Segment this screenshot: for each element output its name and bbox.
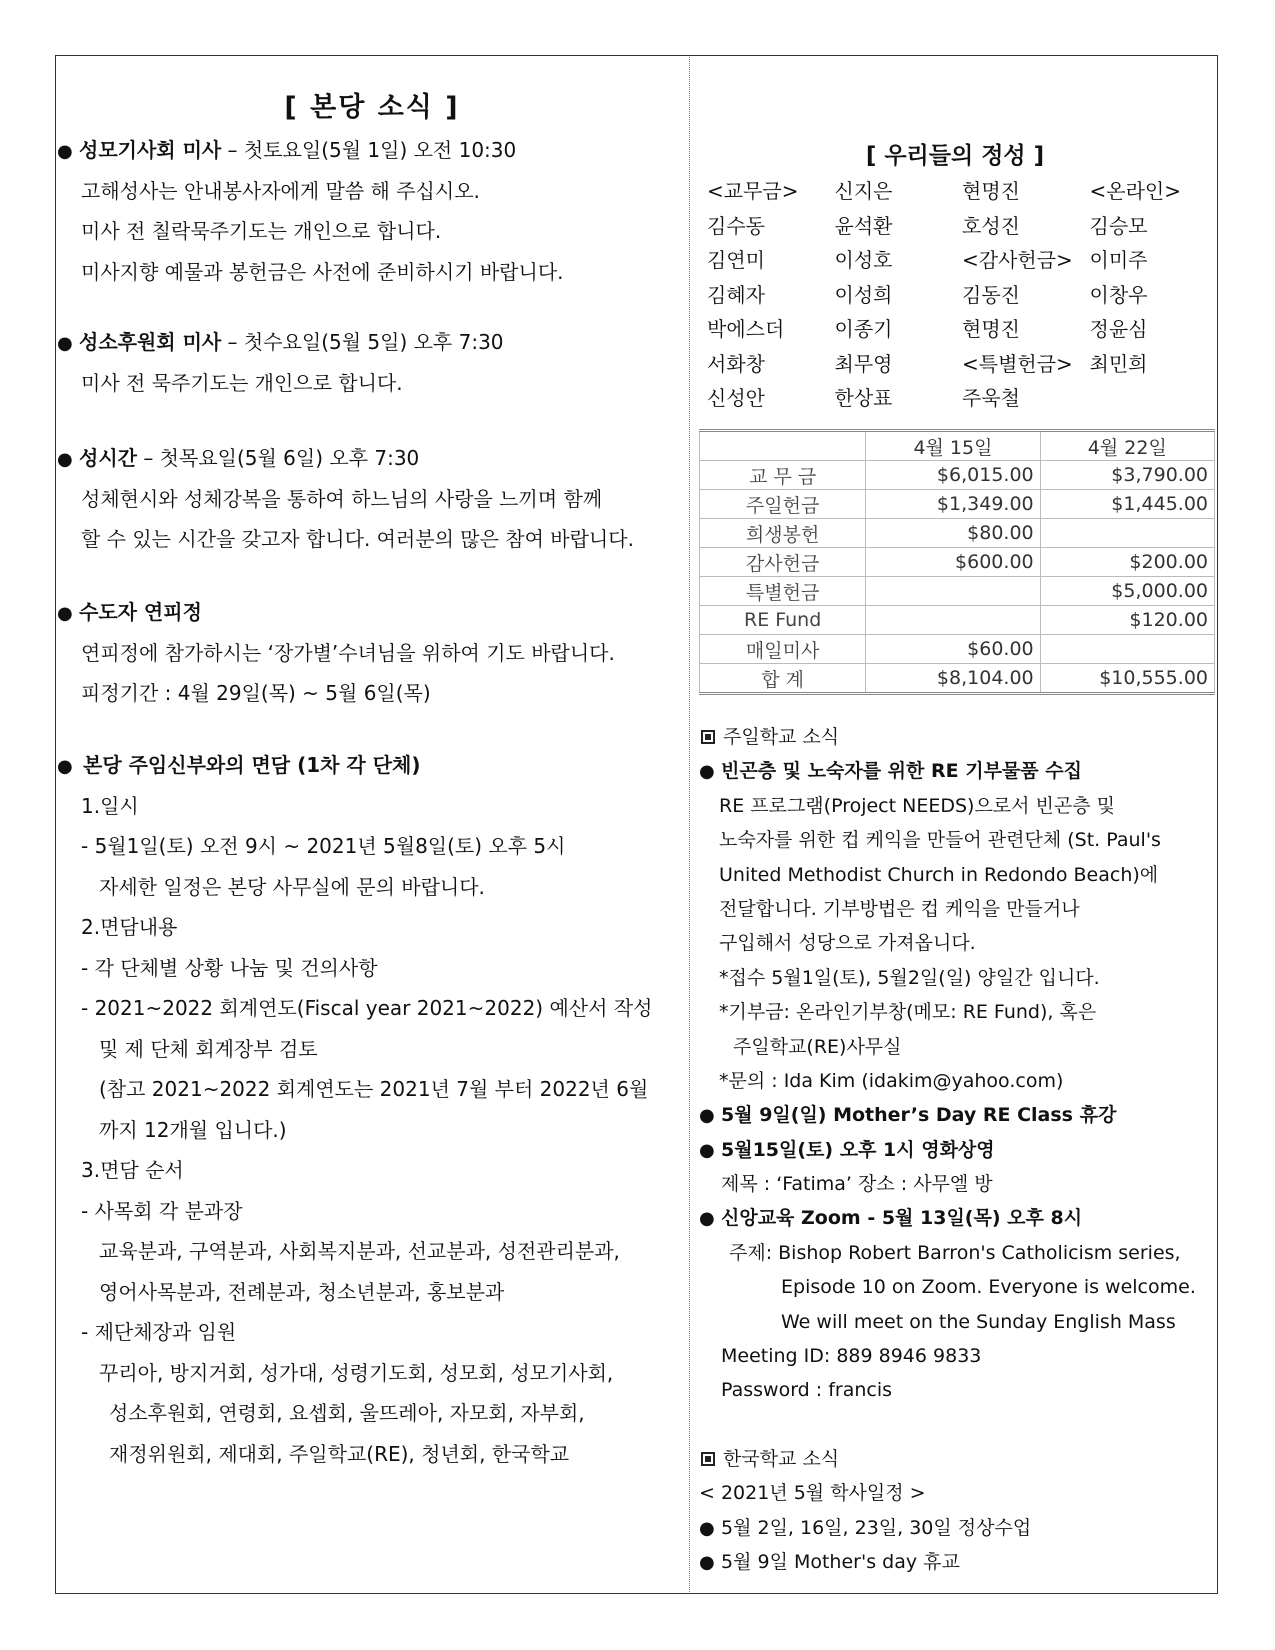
text-line: - 2021~2022 회계연도(Fiscal year 2021~2022) 예산서 작성	[81, 996, 653, 1020]
table-cell: 주일헌금	[700, 490, 866, 519]
offerings-table	[699, 429, 1215, 695]
bullet-icon: ●	[699, 1552, 715, 1574]
table-cell: $120.00	[1040, 606, 1214, 635]
section-heading-detail: – 첫목요일(5월 6일) 오후 7:30	[136, 446, 420, 470]
bullet-icon: ●	[57, 603, 73, 624]
section-heading: 성모기사회 미사	[79, 138, 222, 162]
text-line: 영어사목분과, 전례분과, 청소년분과, 홍보분과	[99, 1279, 505, 1304]
donor-name: 최민희	[1089, 351, 1148, 376]
table-cell: $6,015.00	[866, 461, 1040, 490]
table-cell: RE Fund	[700, 606, 866, 635]
table-cell	[1040, 519, 1214, 548]
text-line: 주일학교(RE)사무실	[733, 1035, 902, 1058]
text-line: 성체현시와 성체강복을 통하여 하느님의 사랑을 느끼며 함께	[81, 486, 603, 511]
text-line: 5월 2일, 16일, 23일, 30일 정상수업	[721, 1516, 1032, 1539]
text-line: 및 제 단체 회계장부 검토	[99, 1036, 318, 1061]
donor-name: 이성호	[834, 248, 893, 272]
table-header-cell: 4월 15일	[866, 431, 1040, 461]
bullet-icon: ●	[699, 1139, 715, 1161]
donor-name: 김혜자	[707, 282, 765, 307]
bullet-icon: ●	[57, 333, 73, 354]
table-cell: $5,000.00	[1040, 577, 1214, 606]
table-header-row	[700, 431, 1215, 461]
section-vocation-mass	[57, 322, 687, 403]
parish-news-title: [ 본당 소식 ]	[284, 92, 460, 123]
table-cell: $3,790.00	[1040, 461, 1214, 490]
section-religious-retreat	[57, 592, 687, 714]
text-line: 미사지향 예물과 봉헌금은 사전에 준비하시기 바랍니다.	[81, 259, 564, 284]
table-cell: $8,104.00	[866, 664, 1040, 694]
donor-names-grid	[707, 174, 1217, 416]
text-line: Meeting ID: 889 8946 9833	[721, 1345, 982, 1368]
section-heading-detail: – 첫수요일(5월 5일) 오후 7:30	[221, 330, 504, 354]
donor-name: 현명진	[962, 179, 1020, 203]
donor-name: <온라인>	[1089, 179, 1181, 203]
donor-name: 김승모	[1089, 213, 1148, 238]
text-line: - 각 단체별 상황 나눔 및 건의사항	[81, 955, 378, 980]
text-line: 5월15일(토) 오후 1시 영화상영	[721, 1138, 995, 1161]
donor-name: 김연미	[707, 248, 765, 272]
section-title: 한국학교 소식	[723, 1448, 840, 1470]
donor-name: 이종기	[834, 317, 893, 341]
table-row	[700, 548, 1215, 577]
text-line: *기부금: 온라인기부창(메모: RE Fund), 혹은	[719, 1001, 1097, 1024]
text-line: 피정기간 : 4월 29일(목) ~ 5월 6일(목)	[81, 681, 431, 705]
text-line: < 2021년 5월 학사일정 >	[699, 1482, 926, 1505]
donor-name: 김동진	[962, 282, 1020, 307]
table-row	[700, 519, 1215, 548]
text-line: 제목 : ‘Fatima’ 장소 : 사무엘 방	[721, 1173, 993, 1196]
text-line: - 사목회 각 분과장	[81, 1198, 243, 1223]
text-line: 고해성사는 안내봉사자에게 말씀 해 주십시오.	[81, 178, 480, 203]
text-line: 1.일시	[81, 793, 139, 818]
table-cell: $60.00	[866, 635, 1040, 664]
table-cell: $1,349.00	[866, 490, 1040, 519]
text-line: 2.면담내용	[81, 915, 178, 939]
text-line: 할 수 있는 시간을 갖고자 합니다. 여러분의 많은 참여 바랍니다.	[81, 527, 634, 551]
donor-name: 서화창	[707, 351, 765, 376]
section-title: 주일학교 소식	[723, 726, 840, 748]
donor-name: 신성안	[707, 386, 765, 410]
section-pastor-meeting	[57, 745, 687, 1474]
table-cell: 합 계	[700, 664, 866, 694]
text-line: RE 프로그램(Project NEEDS)으로서 빈곤층 및	[719, 794, 1116, 817]
text-line: 노숙자를 위한 컵 케익을 만들어 관련단체 (St. Paul's	[719, 829, 1161, 852]
text-line: 신앙교육 Zoom - 5월 13일(목) 오후 8시	[721, 1207, 1083, 1230]
text-line: - 제단체장과 임원	[81, 1320, 237, 1344]
bullet-icon: ●	[699, 1517, 715, 1539]
text-line: 구입해서 성당으로 가져옵니다.	[719, 932, 976, 955]
text-line: 5월 9일(일) Mother’s Day RE Class 휴강	[721, 1104, 1117, 1127]
bullet-icon: ●	[57, 756, 73, 777]
text-line: - 5월1일(토) 오전 9시 ~ 2021년 5월8일(토) 오후 5시	[81, 834, 566, 858]
donor-name: <감사헌금>	[962, 248, 1073, 272]
text-line: 빈곤층 및 노숙자를 위한 RE 기부물품 수집	[721, 760, 1082, 783]
donor-name: 김수동	[707, 213, 765, 238]
sunday-school-section	[695, 720, 1215, 1408]
table-cell: 매일미사	[700, 635, 866, 664]
section-heading-detail: – 첫토요일(5월 1일) 오전 10:30	[221, 138, 517, 162]
text-line: 교육분과, 구역분과, 사회복지분과, 선교분과, 성전관리분과,	[99, 1239, 620, 1263]
bullet-icon: ●	[57, 141, 73, 162]
donor-name: 호성진	[962, 213, 1020, 238]
table-header-cell: 4월 22일	[1040, 431, 1214, 461]
table-cell: 감사헌금	[700, 548, 866, 577]
table-row	[700, 606, 1215, 635]
korean-school-section	[695, 1442, 1215, 1580]
square-bullet-icon	[701, 730, 715, 744]
donor-name: 최무영	[834, 351, 893, 376]
text-line: *접수 5월1일(토), 5월2일(일) 양일간 입니다.	[719, 966, 1100, 989]
donor-name: 신지은	[834, 179, 893, 203]
text-line: 3.면담 순서	[81, 1158, 184, 1182]
table-cell: 특별헌금	[700, 577, 866, 606]
text-line: *문의 : Ida Kim (idakim@yahoo.com)	[719, 1069, 1064, 1092]
section-militia-mass	[57, 130, 687, 292]
text-line: 5월 9일 Mother's day 휴교	[721, 1551, 960, 1574]
table-cell: $600.00	[866, 548, 1040, 577]
table-total-row	[700, 664, 1215, 694]
section-heading: 본당 주임신부와의 면담 (1차 각 단체)	[83, 753, 421, 777]
text-line: 미사 전 묵주기도는 개인으로 합니다.	[81, 370, 403, 395]
table-row	[700, 490, 1215, 519]
bullet-icon: ●	[57, 449, 73, 470]
donor-name: 이성희	[834, 282, 893, 307]
donor-name: 한상표	[834, 386, 893, 410]
donor-name: 현명진	[962, 317, 1020, 341]
bullet-icon: ●	[699, 761, 715, 783]
table-cell: $1,445.00	[1040, 490, 1214, 519]
text-line: 주제: Bishop Robert Barron's Catholicism series,	[729, 1241, 1181, 1264]
table-header-cell	[700, 431, 866, 461]
table-cell: 희생봉헌	[700, 519, 866, 548]
square-bullet-icon	[701, 1452, 715, 1466]
table-row	[700, 461, 1215, 490]
donor-name: 주욱철	[962, 386, 1020, 410]
section-heading: 수도자 연피정	[79, 600, 202, 624]
table-cell: $10,555.00	[1040, 664, 1214, 694]
column-divider	[689, 57, 690, 1592]
donor-name: 이창우	[1089, 282, 1148, 307]
donor-name: 윤석환	[834, 213, 893, 238]
text-line: 미사 전 칠락묵주기도는 개인으로 합니다.	[81, 219, 442, 243]
text-line: Episode 10 on Zoom. Everyone is welcome.	[781, 1276, 1196, 1299]
donor-name: <교무금>	[707, 179, 799, 203]
text-line: We will meet on the Sunday English Mass	[781, 1310, 1176, 1333]
donor-name: <특별헌금>	[962, 351, 1073, 376]
text-line: 재정위원회, 제대회, 주일학교(RE), 청년회, 한국학교	[109, 1441, 570, 1466]
section-heading: 성소후원회 미사	[79, 330, 222, 354]
text-line: Password : francis	[721, 1379, 893, 1402]
table-cell	[866, 606, 1040, 635]
section-holy-hour	[57, 438, 687, 560]
table-cell: 교 무 금	[700, 461, 866, 490]
text-line: 전달합니다. 기부방법은 컵 케익을 만들거나	[719, 897, 1080, 920]
donor-name: 정윤심	[1089, 317, 1148, 341]
table-row	[700, 577, 1215, 606]
table-cell	[1040, 635, 1214, 664]
section-heading: 성시간	[79, 446, 137, 470]
donor-name	[1090, 381, 1218, 416]
donor-name: 이미주	[1089, 248, 1148, 272]
table-cell: $80.00	[866, 519, 1040, 548]
table-row	[700, 635, 1215, 664]
text-line: United Methodist Church in Redondo Beach)에	[719, 863, 1159, 886]
offerings-title: [ 우리들의 정성 ]	[865, 143, 1045, 169]
text-line: 꾸리아, 방지거회, 성가대, 성령기도회, 성모회, 성모기사회,	[99, 1360, 614, 1385]
text-line: 자세한 일정은 본당 사무실에 문의 바랍니다.	[99, 874, 485, 899]
text-line: 성소후원회, 연령회, 요셉회, 울뜨레아, 자모회, 자부회,	[109, 1401, 585, 1425]
donor-name: 박에스더	[707, 317, 785, 341]
bullet-icon: ●	[699, 1105, 715, 1127]
text-line: (참고 2021~2022 회계연도는 2021년 7월 부터 2022년 6월	[99, 1077, 649, 1101]
bullet-icon: ●	[699, 1208, 715, 1230]
table-cell: $200.00	[1040, 548, 1214, 577]
table-cell	[866, 577, 1040, 606]
text-line: 연피정에 참가하시는 ‘장가별’수녀님을 위하여 기도 바랍니다.	[81, 640, 615, 665]
text-line: 까지 12개월 입니다.)	[99, 1117, 287, 1142]
